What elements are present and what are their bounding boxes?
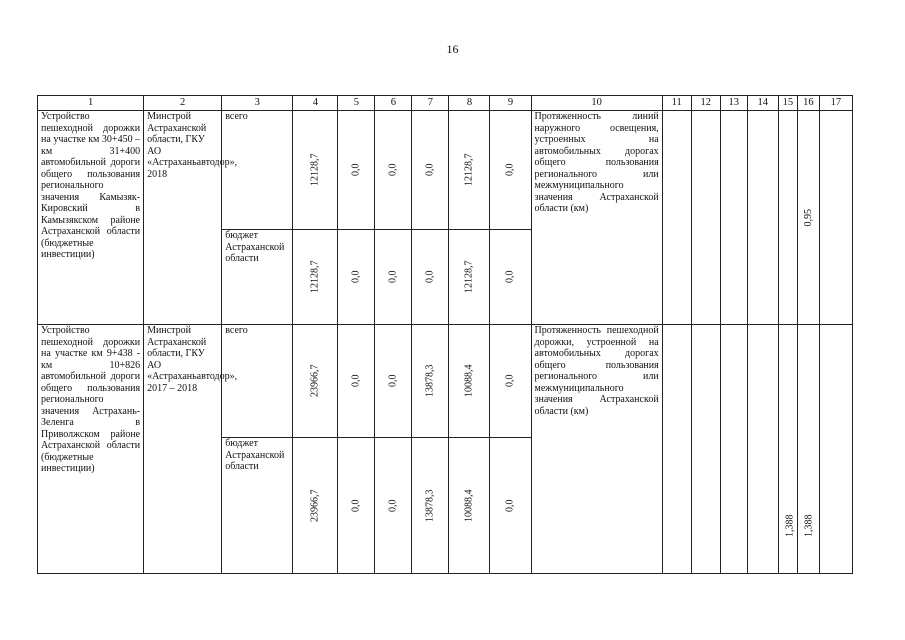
empty-cell [747, 325, 778, 574]
value-cell: 0,0 [375, 230, 412, 325]
col-header: 14 [747, 96, 778, 111]
value-cell: 0,0 [375, 438, 412, 574]
col-header: 13 [720, 96, 747, 111]
value-cell: 0,0 [375, 325, 412, 438]
value-cell: 10088,4 [449, 325, 490, 438]
value-cell: 0,0 [412, 230, 449, 325]
value-cell: 0,0 [490, 325, 531, 438]
value-cell [778, 111, 797, 325]
program-table [37, 95, 853, 574]
empty-cell [691, 111, 720, 325]
indicator: Протяженность линий наружного освещения, устроенных на автомобильных дорогах общего пользования регионального или межмуниципального значения Астраханской области (км) [531, 111, 662, 325]
value-cell: 0,0 [412, 111, 449, 230]
funding-label: всего [222, 111, 293, 230]
col-header: 8 [449, 96, 490, 111]
funding-label: бюджет Астраханской области [222, 438, 293, 574]
funding-label: бюджет Астраханской области [222, 230, 293, 325]
object-name: Устройство пешеходной дорожки на участке км 30+450 – км 31+400 автомобильной дороги общего пользования регионального значения Камызяк-Кировский в Камызякском районе Астраханской области (бюджетные инвестиции) [38, 111, 144, 325]
value-cell: 0,0 [490, 230, 531, 325]
indicator: Протяженность пешеходной дорожки, устроенной на автомобильных дорогах общего пользования регионального или межмуниципального значения Астраханской области (км) [531, 325, 662, 574]
col-header: 7 [412, 96, 449, 111]
value-cell: 1,388 [797, 325, 819, 574]
col-header: 15 [778, 96, 797, 111]
empty-cell [819, 325, 852, 574]
table-row [38, 325, 853, 438]
col-header: 2 [144, 96, 222, 111]
object-name: Устройство пешеходной дорожки на участке км 9+438 - км 10+826 автомобильной дороги общего пользования регионального значения Астрахань-Зеленга в Приволжском районе Астраханской области (бюджетные инвестиции) [38, 325, 144, 574]
col-header: 6 [375, 96, 412, 111]
value-cell: 12128,7 [449, 111, 490, 230]
funding-label: всего [222, 325, 293, 438]
empty-cell [819, 111, 852, 325]
table-row [38, 111, 853, 230]
value-cell: 0,0 [490, 438, 531, 574]
value-cell: 1,388 [778, 325, 797, 574]
empty-cell [747, 111, 778, 325]
col-header: 3 [222, 96, 293, 111]
executor: Минстрой Астраханской области, ГКУ АО «Астраханьавтодор», 2017 – 2018 [144, 325, 222, 574]
value-cell: 0,0 [338, 438, 375, 574]
col-header: 9 [490, 96, 531, 111]
empty-cell [662, 325, 691, 574]
empty-cell [662, 111, 691, 325]
col-header: 10 [531, 96, 662, 111]
col-header: 17 [819, 96, 852, 111]
value-cell: 12128,7 [293, 111, 338, 230]
empty-cell [691, 325, 720, 574]
value-cell: 13878,3 [412, 325, 449, 438]
value-cell: 0,0 [338, 111, 375, 230]
col-header: 16 [797, 96, 819, 111]
value-cell: 0,0 [375, 111, 412, 230]
value-cell: 12128,7 [293, 230, 338, 325]
value-cell: 23966,7 [293, 325, 338, 438]
value-cell: 23966,7 [293, 438, 338, 574]
value-cell: 12128,7 [449, 230, 490, 325]
executor: Минстрой Астраханской области, ГКУ АО «Астраханьавтодор», 2018 [144, 111, 222, 325]
header-row [38, 96, 853, 111]
value-cell: 0,0 [338, 325, 375, 438]
empty-cell [720, 325, 747, 574]
value-cell: 0,0 [338, 230, 375, 325]
page-number: 16 [446, 42, 459, 56]
col-header: 11 [662, 96, 691, 111]
empty-cell [720, 111, 747, 325]
value-cell: 0,0 [490, 111, 531, 230]
value-cell: 10088,4 [449, 438, 490, 574]
value-cell: 0,95 [797, 111, 819, 325]
col-header: 1 [38, 96, 144, 111]
value-cell: 13878,3 [412, 438, 449, 574]
col-header: 4 [293, 96, 338, 111]
col-header: 5 [338, 96, 375, 111]
col-header: 12 [691, 96, 720, 111]
